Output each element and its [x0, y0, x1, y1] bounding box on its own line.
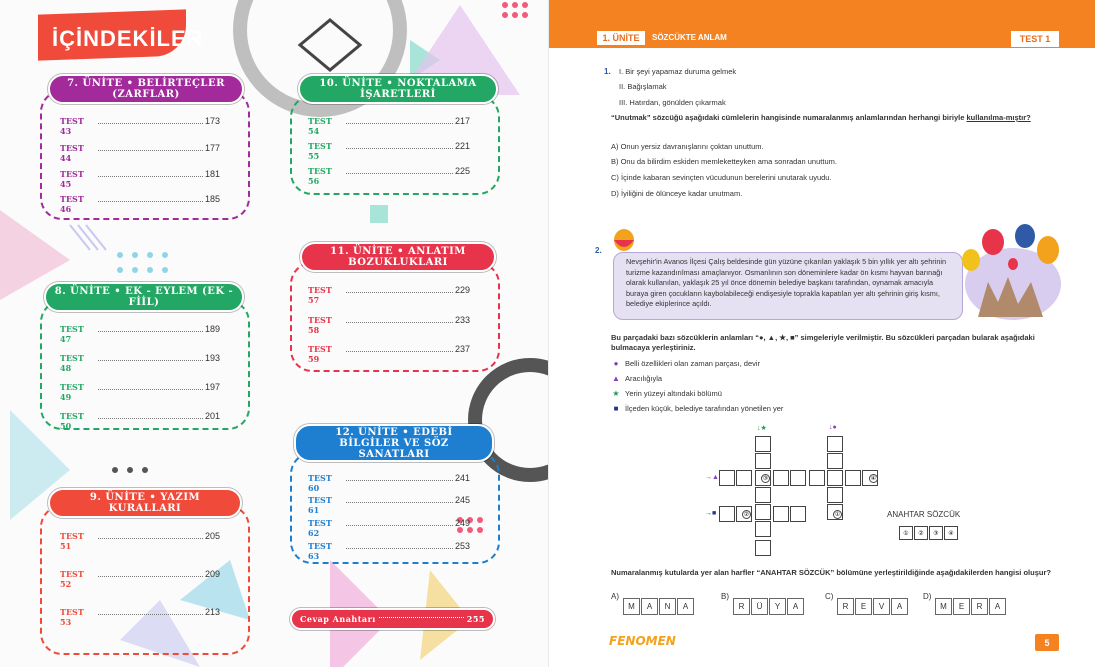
cw-number: ③ — [762, 476, 769, 482]
unit-11-title[interactable]: 11. ÜNİTE • ANLATIM BOZUKLUKLARI — [300, 242, 496, 272]
publisher-logo: FENOMEN — [609, 634, 676, 648]
q2-clue: ● Belli özellikleri olan zaman parçası, devir — [613, 359, 761, 368]
toc-entry[interactable]: TEST 54 217 — [308, 116, 470, 136]
cw-cell[interactable] — [755, 436, 771, 452]
answer-letter-box: N — [659, 598, 676, 615]
toc-entry[interactable]: TEST 48 193 — [60, 353, 220, 373]
toc-entry[interactable]: TEST 60 241 — [308, 473, 470, 493]
page-number: 5 — [1035, 634, 1059, 651]
answer-letter-box: R — [837, 598, 854, 615]
cw-cell[interactable] — [790, 506, 806, 522]
cw-cell[interactable] — [773, 470, 789, 486]
star-marker: ↓★ — [757, 425, 767, 432]
toc-entry[interactable]: TEST 56 225 — [308, 166, 470, 186]
unit-8-title[interactable]: 8. ÜNİTE • EK - EYLEM (EK - FİİL) — [44, 282, 244, 312]
cw-cell[interactable] — [736, 470, 752, 486]
cw-cell[interactable] — [755, 453, 771, 469]
answer-letter-box: A — [787, 598, 804, 615]
q2-clue: ■ İlçeden küçük, belediye tarafından yönetilen yer — [613, 404, 784, 413]
answer-letter-box: V — [873, 598, 890, 615]
unit-subject: SÖZCÜKTE ANLAM — [652, 33, 727, 42]
cw-number: ② — [743, 512, 750, 518]
answer-letter-box: M — [623, 598, 640, 615]
answer-letter-box: A — [989, 598, 1006, 615]
q1-option-d[interactable]: D) İyiliğini de ölünceye kadar unutmam. — [611, 189, 743, 198]
answer-letter-box: Y — [769, 598, 786, 615]
toc-entry[interactable]: TEST 44 177 — [60, 143, 220, 163]
toc-entry[interactable]: TEST 49 197 — [60, 382, 220, 402]
unit-7-title[interactable]: 7. ÜNİTE • BELİRTEÇLER (ZARFLAR) — [48, 74, 244, 104]
cw-cell[interactable] — [845, 470, 861, 486]
q2-option-a-label[interactable]: A) — [611, 592, 619, 601]
toc-entry[interactable]: TEST 46 185 — [60, 194, 220, 214]
answer-letter-box: A — [891, 598, 908, 615]
unit-12-title[interactable]: 12. ÜNİTE • EDEBİ BİLGİLER VE SÖZ SANATLARI — [294, 424, 494, 462]
key-word-cell[interactable]: ③ — [929, 526, 943, 540]
answer-letter-box: A — [677, 598, 694, 615]
key-word-cell[interactable]: ① — [899, 526, 913, 540]
q1-stem: “Unutmak” sözcüğü aşağıdaki cümlelerin hangisinde numaralanmış anlamlarından herhangi biriyle kullanılma-mıştır? — [611, 113, 1031, 122]
cw-cell[interactable] — [755, 504, 771, 520]
cw-cell[interactable] — [827, 470, 843, 486]
q2-number: 2. — [595, 246, 602, 255]
cw-cell[interactable] — [827, 436, 843, 452]
q1-option-c[interactable]: C) İçinde kabaran sevinçten vücudunun berelerini unutarak uyudu. — [611, 173, 832, 182]
key-word-cell[interactable]: ④ — [944, 526, 958, 540]
toc-entry[interactable]: TEST 47 189 — [60, 324, 220, 344]
unit-10-title[interactable]: 10. ÜNİTE • NOKTALAMA İŞARETLERİ — [298, 74, 498, 104]
q2-option-c-label[interactable]: C) — [825, 592, 834, 601]
q2-option-d-label[interactable]: D) — [923, 592, 932, 601]
answer-letter-box: E — [855, 598, 872, 615]
q1-item: III. Hatırdan, gönülden çıkarmak — [619, 98, 726, 107]
toc-entry[interactable]: TEST 55 221 — [308, 141, 470, 161]
triangle-marker: →▲ — [705, 474, 719, 481]
answer-letter-box: Ü — [751, 598, 768, 615]
q1-option-b[interactable]: B) Onu da bilirdim eskiden memleketteyken ama sonradan unuttum. — [611, 157, 837, 166]
q2-option-b-label[interactable]: B) — [721, 592, 729, 601]
cw-cell[interactable] — [827, 487, 843, 503]
q2-final-question: Numaralanmış kutularda yer alan harfler “ANAHTAR SÖZCÜK” bölümüne yerleştirildiğinde aşağıdakilerden hangisi oluşur? — [611, 568, 1051, 577]
toc-entry[interactable]: TEST 53 213 — [60, 607, 220, 627]
circle-marker: ↓● — [829, 424, 837, 431]
cw-cell[interactable] — [755, 487, 771, 503]
q2-instruction: Bu parçadaki bazı sözcüklerin anlamları “●, ▲, ★, ■” simgeleriyle verilmiştir. Bu sözcükleri parçadan bularak aşağıdaki bulmacaya yerleştiriniz. — [611, 333, 1035, 352]
answer-letter-box: E — [953, 598, 970, 615]
cw-number: ④ — [870, 476, 877, 482]
cw-cell[interactable] — [827, 453, 843, 469]
answer-letter-box: M — [935, 598, 952, 615]
toc-entry[interactable]: TEST 59 237 — [308, 344, 470, 364]
answer-letter-box: R — [733, 598, 750, 615]
answer-key-entry[interactable]: Cevap Anahtarı 255 — [290, 608, 495, 630]
cappadocia-balloons-image — [953, 222, 1063, 322]
cw-cell[interactable] — [755, 521, 771, 537]
cw-cell[interactable] — [719, 506, 735, 522]
toc-entry[interactable]: TEST 43 173 — [60, 116, 220, 136]
toc-entry[interactable]: TEST 51 205 — [60, 531, 220, 551]
q2-passage: Nevşehir'in Avanos İlçesi Çalış beldesinde gün yüzüne çıkarılan yaklaşık 5 bin yıllık yer altı şehrinin turizme kazandırılması amaçlanıyor. Osmanlının son döneminlere kadar ön kısmı hayvan barınağı olarak kullanılan, yaklaşık 25 yıl önce dönemin belediye başkanı tarafından, oynamak amacıyla buraya giren çocukların kaybolabileceği endişesiyle toprakla kapatılan yer altı şehrinin giriş kısmı, belediye ekiplerince açıldı. — [613, 252, 963, 320]
cw-cell[interactable] — [773, 506, 789, 522]
answer-letter-box: A — [641, 598, 658, 615]
unit-label: 1. ÜNİTE — [597, 31, 645, 45]
cw-cell[interactable] — [755, 540, 771, 556]
q1-option-a[interactable]: A) Onun yersiz davranışlarını çoktan unuttum. — [611, 142, 764, 151]
square-marker: →■ — [705, 510, 717, 517]
cw-cell[interactable] — [809, 470, 825, 486]
q1-item: I. Bir şeyi yapamaz duruma gelmek — [619, 67, 737, 76]
toc-entry[interactable]: TEST 57 229 — [308, 285, 470, 305]
unit-9-title[interactable]: 9. ÜNİTE • YAZIM KURALLARI — [48, 488, 242, 518]
toc-entry[interactable]: TEST 63 253 — [308, 541, 470, 561]
toc-entry[interactable]: TEST 61 245 — [308, 495, 470, 515]
test-label: TEST 1 — [1011, 31, 1059, 47]
key-word-cell[interactable]: ② — [914, 526, 928, 540]
test-page — [549, 0, 1095, 667]
q2-clue: ▲ Aracılığıyla — [612, 374, 663, 383]
toc-entry[interactable]: TEST 58 233 — [308, 315, 470, 335]
answer-letter-box: R — [971, 598, 988, 615]
q2-clue: ★ Yerin yüzeyi altındaki bölümü — [612, 389, 722, 398]
q1-number: 1. — [604, 67, 611, 76]
toc-entry[interactable]: TEST 45 181 — [60, 169, 220, 189]
cw-cell[interactable] — [719, 470, 735, 486]
toc-entry[interactable]: TEST 50 201 — [60, 411, 220, 431]
toc-entry[interactable]: TEST 62 249 — [308, 518, 470, 538]
toc-title: İÇİNDEKİLER — [52, 26, 204, 51]
q1-item: II. Bağışlamak — [619, 82, 667, 91]
toc-entry[interactable]: TEST 52 209 — [60, 569, 220, 589]
cw-cell[interactable] — [790, 470, 806, 486]
key-word-label: ANAHTAR SÖZCÜK — [887, 510, 961, 519]
cw-number: ① — [834, 512, 841, 518]
